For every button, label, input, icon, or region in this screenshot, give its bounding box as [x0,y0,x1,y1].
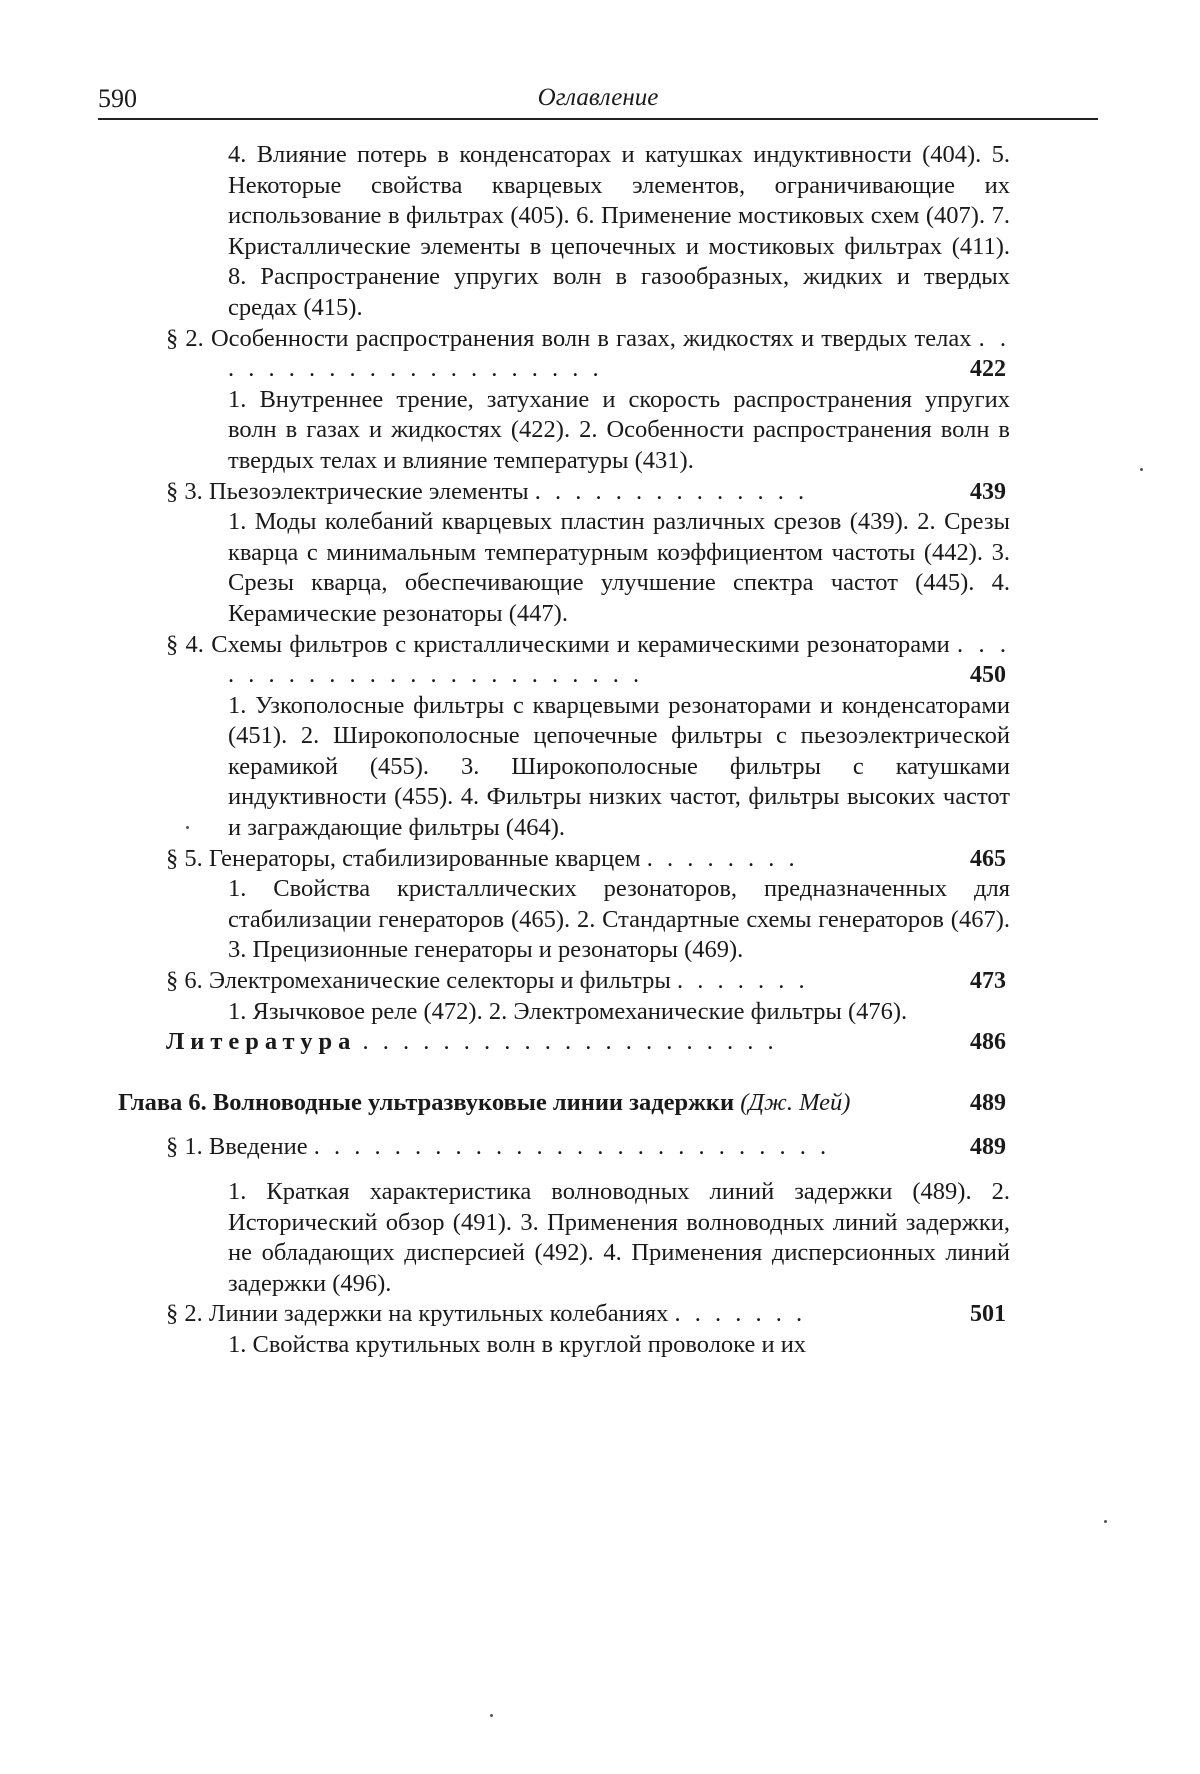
toc-subsection-entry [0,691,1098,844]
section-sign: § 3. [166,477,203,505]
running-title: Оглавление [537,84,659,111]
toc-subsection-list: 1. Язычковое реле (472). 2. Электромеханические фильтры (476). [228,997,908,1025]
page-ref: 450 [970,662,1006,689]
page-ref: 439 [970,478,1006,505]
toc-section-entry [0,844,1098,875]
toc-subsection-list: 1. Свойства кристаллических резонаторов, предназначенных для стабилизации генераторов (465). 2. Стандартные схемы генераторов (467). 3. Прецизионные генераторы и резонаторы (469). [228,875,1010,964]
toc-section-heading [166,630,1011,691]
toc-section-entry [0,477,1098,508]
toc-subsection-list: 1. Моды колебаний кварцевых пластин различных срезов (439). 2. Срезы кварца с минимальным температурным коэффициентом частоты (442). 3. Срезы кварца, обеспечивающие улучшение спектра частот (445). 4. Керамические резонаторы (447). [228,508,1010,627]
section-title: Электромеханические селекторы и фильтры [208,967,671,995]
toc-section-heading [166,1299,1010,1330]
toc-subsection-list: 1. Внутреннее трение, затухание и скорость распространения упругих волн в газах и жидкостях (422). 2. Особенности распространения волн в твердых телах и влияние температуры (431). [228,385,1010,474]
toc-continuation-block [0,140,1098,324]
leader-dots: . . . . . . . . . . . . . . . . . . . . . [362,1028,778,1056]
toc-chapter-entry [0,1088,1098,1119]
section-sign: § 6. [166,967,203,995]
section-title: Особенности распространения волн в газах, жидкостях и твердых телах [210,324,972,352]
table-of-contents [0,140,1200,1361]
toc-literature-entry [0,1027,1098,1058]
toc-section-heading [166,324,1011,385]
toc-section-entry [0,1132,1098,1163]
toc-subsection-entry [0,997,1098,1028]
section-sign: § 4. [166,630,204,658]
toc-subsection-entry [0,1330,1098,1361]
toc-subsection-list: 4. Влияние потерь в конденсаторах и катушках индуктивности (404). 5. Некоторые свойства кварцевых элементов, ограничивающие их использование в фильтрах (405). 6. Применение мостиковых схем (407). 7. Кристаллические элементы в цепочечных и мостиковых фильтрах (411). 8. Распространение упругих волн в газообразных, жидких и твердых средах (415). [228,141,1010,321]
toc-section-entry [0,1299,1098,1330]
page-ref: 489 [970,1134,1006,1161]
chapter-author: (Дж. Мей) [740,1088,851,1116]
chapter-heading [118,1088,1008,1119]
page-number: 590 [98,84,137,113]
leader-dots: . . . . . . . [676,967,809,995]
page-ref: 473 [970,968,1006,995]
page-ref: 489 [970,1089,1006,1116]
toc-section-entry [0,324,1098,385]
toc-subsection-entry [0,874,1098,966]
leader-dots: . . . . . . . . . . . . . . . . . . . . . . . . [228,630,1011,689]
toc-section-heading [166,477,1010,508]
section-title: Схемы фильтров с кристаллическими и керамическими резонаторами [211,630,950,658]
leader-dots: . . . . . . . [674,1300,807,1328]
scan-speck [490,1714,493,1717]
leader-dots: . . . . . . . . . . . . . . . . . . . . . . . . . . [313,1133,831,1161]
section-title: Линии задержки на крутильных колебаниях [208,1300,669,1328]
toc-section-heading [166,844,1010,875]
toc-subsection-list: 1. Свойства крутильных волн в круглой проволоке и их [228,1330,807,1358]
literature-title: Литература [166,1028,357,1056]
leader-dots: . . . . . . . . . . . . . . . . . . . . . [228,324,1011,383]
page-ref: 465 [970,845,1006,872]
toc-section-entry [0,630,1098,691]
page-ref: 501 [970,1301,1006,1328]
page-ref: 422 [970,356,1006,383]
scan-speck [1140,468,1143,471]
section-title: Введение [208,1133,308,1161]
section-title: Генераторы, стабилизированные кварцем [208,844,641,872]
scan-speck [1104,1520,1107,1523]
section-sign: § 2. [166,1300,203,1328]
chapter-title: Глава 6. Волноводные ультразвуковые линии задержки [118,1088,735,1116]
leader-dots: . . . . . . . . . . . . . . [534,477,809,505]
toc-section-entry [0,966,1098,997]
toc-subsection-list: 1. Узкополосные фильтры с кварцевыми резонаторами и конденсаторами (451). 2. Широкополосные цепочечные фильтры с пьезоэлектрической керамикой (455). 3. Широкополосные фильтры с катушками индуктивности (455). 4. Фильтры низких частот, фильтры высоких частот и заграждающие фильтры (464). [228,691,1010,842]
page-ref: 486 [970,1029,1006,1056]
toc-section-heading [166,1132,1010,1163]
section-sign: § 5. [166,844,203,872]
scan-speck [186,826,189,829]
section-sign: § 2. [166,324,204,352]
toc-subsection-list: 1. Краткая характеристика волноводных линий задержки (489). 2. Исторический обзор (491). 3. Применения волноводных линий задержки, не обладающих дисперсией (492). 4. Применения дисперсионных линий задержки (496). [228,1178,1010,1297]
page-header [98,78,1098,120]
toc-subsection-entry [0,385,1098,477]
toc-section-heading [166,966,1010,997]
section-sign: § 1. [166,1133,203,1161]
leader-dots: . . . . . . . . [646,844,799,872]
toc-subsection-entry [0,1177,1098,1299]
toc-subsection-entry [0,507,1098,629]
section-title: Пьезоэлектрические элементы [208,477,529,505]
toc-section-heading [166,1027,948,1058]
